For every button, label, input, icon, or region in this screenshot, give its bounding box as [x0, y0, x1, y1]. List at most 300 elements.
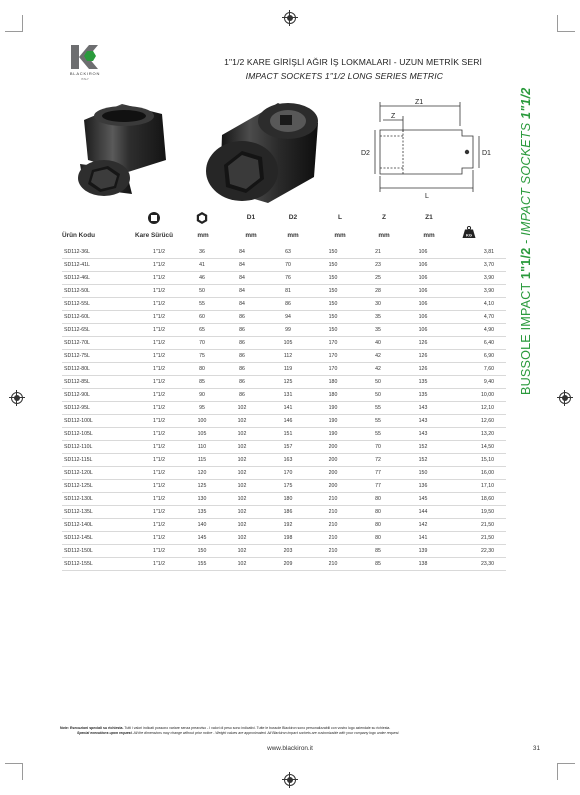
side-title-dash: - — [519, 235, 533, 248]
cell-drive: 1"1/2 — [132, 480, 186, 493]
cell-d2: 163 — [266, 454, 310, 467]
cell-z1: 106 — [400, 311, 446, 324]
cell-d1: 102 — [218, 506, 266, 519]
cell-kg: 7,60 — [446, 363, 506, 376]
cell-d1: 84 — [218, 246, 266, 259]
cell-mm: 155 — [186, 558, 218, 571]
cell-kg: 21,50 — [446, 532, 506, 545]
cell-drive: 1"1/2 — [132, 376, 186, 389]
table-row — [62, 272, 506, 285]
table-row — [62, 558, 506, 571]
cell-d2: 76 — [266, 272, 310, 285]
cell-d2: 146 — [266, 415, 310, 428]
cell-d1: 86 — [218, 337, 266, 350]
cell-z1: 106 — [400, 324, 446, 337]
cell-z1: 144 — [400, 506, 446, 519]
table-row — [62, 467, 506, 480]
table-row — [62, 545, 506, 558]
cell-mm: 105 — [186, 428, 218, 441]
cell-d2: 81 — [266, 285, 310, 298]
note-label: Note: — [60, 726, 69, 730]
cell-mm: 60 — [186, 311, 218, 324]
registration-mark-top — [284, 12, 296, 24]
cell-drive: 1"1/2 — [132, 298, 186, 311]
cell-mm: 140 — [186, 519, 218, 532]
crop-mark — [558, 763, 575, 764]
cell-z1: 106 — [400, 272, 446, 285]
table-row — [62, 350, 506, 363]
crop-mark — [22, 15, 23, 32]
table-row — [62, 324, 506, 337]
cell-l: 210 — [310, 519, 356, 532]
cell-l: 170 — [310, 337, 356, 350]
cell-d2: 180 — [266, 493, 310, 506]
cell-z: 42 — [356, 350, 400, 363]
cell-d2: 99 — [266, 324, 310, 337]
col-symbol-d2: D2 — [288, 214, 298, 221]
hexagon-icon — [196, 212, 208, 224]
label-d2: D2 — [361, 150, 370, 157]
cell-d1: 102 — [218, 415, 266, 428]
cell-l: 200 — [310, 441, 356, 454]
cell-z: 35 — [356, 324, 400, 337]
cell-kg: 4,70 — [446, 311, 506, 324]
cell-d1: 84 — [218, 298, 266, 311]
cell-d1: 102 — [218, 480, 266, 493]
cell-mm: 145 — [186, 532, 218, 545]
cell-d2: 186 — [266, 506, 310, 519]
col-header-drive: Kare Sürücü — [134, 232, 173, 239]
cell-drive: 1"1/2 — [132, 506, 186, 519]
cell-z1: 143 — [400, 402, 446, 415]
cell-kg: 12,60 — [446, 415, 506, 428]
cell-code: SD112-50L — [62, 285, 132, 298]
cell-l: 210 — [310, 493, 356, 506]
cell-z1: 138 — [400, 558, 446, 571]
cell-z: 85 — [356, 558, 400, 571]
label-d1: D1 — [482, 150, 491, 157]
cell-mm: 130 — [186, 493, 218, 506]
cell-d2: 198 — [266, 532, 310, 545]
cell-drive: 1"1/2 — [132, 532, 186, 545]
cell-kg: 3,90 — [446, 272, 506, 285]
crop-mark — [22, 763, 23, 780]
col-header-code: Ürün Kodu — [62, 232, 96, 239]
cell-l: 210 — [310, 558, 356, 571]
cell-d1: 102 — [218, 545, 266, 558]
cell-code: SD112-130L — [62, 493, 132, 506]
cell-d2: 157 — [266, 441, 310, 454]
cell-code: SD112-100L — [62, 415, 132, 428]
cell-code: SD112-80L — [62, 363, 132, 376]
table-row — [62, 480, 506, 493]
cell-z1: 136 — [400, 480, 446, 493]
col-symbol-l: L — [337, 214, 343, 221]
cell-d2: 209 — [266, 558, 310, 571]
cell-d2: 94 — [266, 311, 310, 324]
cell-d2: 170 — [266, 467, 310, 480]
cell-z1: 150 — [400, 467, 446, 480]
cell-z: 80 — [356, 519, 400, 532]
cell-z1: 126 — [400, 337, 446, 350]
cell-mm: 100 — [186, 415, 218, 428]
cell-z1: 143 — [400, 415, 446, 428]
cell-d1: 86 — [218, 311, 266, 324]
table-row — [62, 376, 506, 389]
cell-mm: 50 — [186, 285, 218, 298]
cell-d2: 105 — [266, 337, 310, 350]
cell-z1: 126 — [400, 350, 446, 363]
cell-d2: 119 — [266, 363, 310, 376]
cell-d1: 86 — [218, 363, 266, 376]
table-row — [62, 285, 506, 298]
cell-z: 55 — [356, 402, 400, 415]
cell-l: 150 — [310, 259, 356, 272]
cell-z: 77 — [356, 467, 400, 480]
weight-icon — [462, 226, 476, 238]
cell-z1: 135 — [400, 376, 446, 389]
col-header-d2: mm — [287, 232, 299, 239]
table-row — [62, 311, 506, 324]
cell-d1: 86 — [218, 389, 266, 402]
cell-z: 55 — [356, 428, 400, 441]
cell-z1: 139 — [400, 545, 446, 558]
side-title-italic: IMPACT SOCKETS — [519, 118, 533, 236]
col-header-l: mm — [334, 232, 346, 239]
cell-kg: 16,00 — [446, 467, 506, 480]
cell-code: SD112-36L — [62, 246, 132, 259]
table-row — [62, 298, 506, 311]
cell-kg: 12,10 — [446, 402, 506, 415]
cell-d1: 102 — [218, 493, 266, 506]
cell-l: 150 — [310, 246, 356, 259]
side-title-regular: BUSSOLE IMPACT — [519, 279, 533, 395]
product-photo-front — [200, 95, 324, 207]
cell-d2: 125 — [266, 376, 310, 389]
cell-code: SD112-90L — [62, 389, 132, 402]
table-row — [62, 441, 506, 454]
cell-d1: 86 — [218, 350, 266, 363]
cell-code: SD112-41L — [62, 259, 132, 272]
cell-z1: 152 — [400, 454, 446, 467]
table-row — [62, 246, 506, 259]
cell-drive: 1"1/2 — [132, 467, 186, 480]
cell-code: SD112-65L — [62, 324, 132, 337]
cell-drive: 1"1/2 — [132, 272, 186, 285]
cell-l: 210 — [310, 506, 356, 519]
cell-d1: 86 — [218, 376, 266, 389]
cell-z1: 106 — [400, 246, 446, 259]
side-title — [519, 87, 533, 395]
cell-l: 180 — [310, 389, 356, 402]
cell-l: 200 — [310, 454, 356, 467]
cell-l: 200 — [310, 480, 356, 493]
cell-z1: 142 — [400, 519, 446, 532]
blackiron-logo-icon — [71, 45, 98, 69]
note-line1: Tutti i valori indicati possono variare senza preavviso - I valori di peso sono indicativi. Tutte le bussole Blackiron sono personalizzabili con vostro logo aziendale su richiesta. — [123, 726, 391, 730]
cell-code: SD112-46L — [62, 272, 132, 285]
crop-mark — [5, 763, 22, 764]
crop-mark — [558, 31, 575, 32]
cell-mm: 95 — [186, 402, 218, 415]
cell-kg: 17,10 — [446, 480, 506, 493]
table-row — [62, 337, 506, 350]
cell-kg: 19,50 — [446, 506, 506, 519]
cell-d2: 112 — [266, 350, 310, 363]
cell-l: 210 — [310, 545, 356, 558]
cell-mm: 120 — [186, 467, 218, 480]
cell-mm: 41 — [186, 259, 218, 272]
cell-d2: 175 — [266, 480, 310, 493]
cell-drive: 1"1/2 — [132, 259, 186, 272]
cell-drive: 1"1/2 — [132, 428, 186, 441]
cell-z1: 141 — [400, 532, 446, 545]
cell-code: SD112-55L — [62, 298, 132, 311]
cell-kg: 3,90 — [446, 285, 506, 298]
cell-drive: 1"1/2 — [132, 363, 186, 376]
label-l: L — [425, 193, 429, 200]
cell-z: 30 — [356, 298, 400, 311]
cell-kg: 3,81 — [446, 246, 506, 259]
table-row — [62, 532, 506, 545]
table-row — [62, 259, 506, 272]
cell-kg: 21,50 — [446, 519, 506, 532]
cell-code: SD112-120L — [62, 467, 132, 480]
cell-l: 170 — [310, 350, 356, 363]
cell-d2: 131 — [266, 389, 310, 402]
cell-kg: 9,40 — [446, 376, 506, 389]
table-row — [62, 415, 506, 428]
cell-l: 190 — [310, 428, 356, 441]
product-photo-side — [74, 100, 170, 198]
cell-code: SD112-60L — [62, 311, 132, 324]
cell-drive: 1"1/2 — [132, 454, 186, 467]
cell-kg: 22,30 — [446, 545, 506, 558]
cell-code: SD112-70L — [62, 337, 132, 350]
crop-mark — [5, 31, 22, 32]
cell-l: 150 — [310, 324, 356, 337]
cell-d1: 102 — [218, 441, 266, 454]
cell-l: 170 — [310, 363, 356, 376]
cell-z: 80 — [356, 493, 400, 506]
cell-z: 42 — [356, 363, 400, 376]
dimension-diagram — [355, 96, 505, 204]
data-table — [62, 246, 506, 571]
label-z1: Z1 — [415, 99, 424, 106]
cell-code: SD112-135L — [62, 506, 132, 519]
cell-kg: 6,90 — [446, 350, 506, 363]
cell-mm: 65 — [186, 324, 218, 337]
cell-z1: 106 — [400, 298, 446, 311]
table-row — [62, 389, 506, 402]
cell-d1: 102 — [218, 532, 266, 545]
page-title-en: IMPACT SOCKETS 1"1/2 LONG SERIES METRIC — [245, 71, 443, 81]
cell-mm: 150 — [186, 545, 218, 558]
cell-drive: 1"1/2 — [132, 519, 186, 532]
cell-drive: 1"1/2 — [132, 246, 186, 259]
cell-mm: 36 — [186, 246, 218, 259]
cell-z1: 135 — [400, 389, 446, 402]
cell-kg: 10,00 — [446, 389, 506, 402]
cell-kg: 18,60 — [446, 493, 506, 506]
cell-z: 70 — [356, 441, 400, 454]
cell-mm: 125 — [186, 480, 218, 493]
cell-d1: 102 — [218, 558, 266, 571]
weight-icon-label: KG — [466, 232, 472, 238]
cell-code: SD112-75L — [62, 350, 132, 363]
cell-d2: 192 — [266, 519, 310, 532]
table-row — [62, 493, 506, 506]
registration-mark-left — [11, 392, 23, 404]
cell-d1: 84 — [218, 259, 266, 272]
cell-code: SD112-105L — [62, 428, 132, 441]
cell-z: 85 — [356, 545, 400, 558]
col-header-z: mm — [378, 232, 390, 239]
cell-drive: 1"1/2 — [132, 402, 186, 415]
cell-d1: 84 — [218, 285, 266, 298]
cell-drive: 1"1/2 — [132, 493, 186, 506]
footnote — [60, 726, 522, 736]
cell-mm: 115 — [186, 454, 218, 467]
registration-mark-bottom — [284, 774, 296, 786]
cell-code: SD112-95L — [62, 402, 132, 415]
cell-code: SD112-115L — [62, 454, 132, 467]
cell-d1: 102 — [218, 428, 266, 441]
cell-l: 190 — [310, 415, 356, 428]
brand-tagline: ITALY — [81, 77, 89, 81]
brand-name: BLACKIRON — [69, 71, 101, 76]
table-row — [62, 363, 506, 376]
cell-z1: 143 — [400, 428, 446, 441]
cell-z: 50 — [356, 389, 400, 402]
cell-mm: 70 — [186, 337, 218, 350]
cell-z: 35 — [356, 311, 400, 324]
cell-z1: 152 — [400, 441, 446, 454]
cell-kg: 14,50 — [446, 441, 506, 454]
cell-code: SD112-110L — [62, 441, 132, 454]
cell-code: SD112-150L — [62, 545, 132, 558]
cell-l: 150 — [310, 285, 356, 298]
side-title-size-1: 1"1/2 — [519, 247, 533, 280]
cell-z: 50 — [356, 376, 400, 389]
cell-z: 25 — [356, 272, 400, 285]
note-line2: All the dimensions may change without prior notice - Weight values are approximated. All Blackiron impact sockets are customizable with your company logo under request. — [132, 731, 400, 735]
crop-mark — [557, 763, 558, 780]
cell-z1: 106 — [400, 285, 446, 298]
cell-z: 80 — [356, 532, 400, 545]
cell-l: 150 — [310, 298, 356, 311]
cell-kg: 3,70 — [446, 259, 506, 272]
cell-d2: 151 — [266, 428, 310, 441]
col-symbol-z: Z — [381, 214, 387, 221]
cell-mm: 46 — [186, 272, 218, 285]
cell-z1: 126 — [400, 363, 446, 376]
cell-z1: 106 — [400, 259, 446, 272]
cell-kg: 4,90 — [446, 324, 506, 337]
cell-z: 80 — [356, 506, 400, 519]
table-row — [62, 454, 506, 467]
cell-mm: 55 — [186, 298, 218, 311]
cell-drive: 1"1/2 — [132, 545, 186, 558]
cell-d2: 63 — [266, 246, 310, 259]
cell-code: SD112-125L — [62, 480, 132, 493]
crop-mark — [557, 15, 558, 32]
col-symbol-z1: Z1 — [425, 214, 433, 221]
cell-drive: 1"1/2 — [132, 324, 186, 337]
cell-mm: 85 — [186, 376, 218, 389]
cell-z: 21 — [356, 246, 400, 259]
cell-l: 210 — [310, 532, 356, 545]
note-line1-bold: Esecuzioni speciali su richiesta. — [69, 726, 124, 730]
cell-d2: 86 — [266, 298, 310, 311]
cell-kg: 15,10 — [446, 454, 506, 467]
cell-d1: 102 — [218, 467, 266, 480]
page-title-tr: 1"1/2 KARE GİRİŞLİ AĞIR İŞ LOKMALARI - UZUN METRİK SERİ — [224, 57, 482, 67]
cell-drive: 1"1/2 — [132, 389, 186, 402]
col-header-d1: mm — [245, 232, 257, 239]
cell-d1: 102 — [218, 519, 266, 532]
cell-mm: 75 — [186, 350, 218, 363]
cell-d2: 141 — [266, 402, 310, 415]
cell-d1: 102 — [218, 402, 266, 415]
cell-drive: 1"1/2 — [132, 415, 186, 428]
cell-mm: 80 — [186, 363, 218, 376]
cell-code: SD112-155L — [62, 558, 132, 571]
cell-d1: 84 — [218, 272, 266, 285]
cell-kg: 23,30 — [446, 558, 506, 571]
col-header-mm: mm — [197, 232, 209, 239]
cell-d2: 203 — [266, 545, 310, 558]
cell-l: 150 — [310, 272, 356, 285]
cell-z: 55 — [356, 415, 400, 428]
cell-mm: 90 — [186, 389, 218, 402]
cell-kg: 13,20 — [446, 428, 506, 441]
square-drive-icon — [148, 212, 160, 224]
cell-z: 23 — [356, 259, 400, 272]
cell-d1: 86 — [218, 324, 266, 337]
cell-drive: 1"1/2 — [132, 337, 186, 350]
page-number: 31 — [532, 745, 540, 752]
side-title-size-2: 1"1/2 — [519, 87, 533, 119]
cell-z: 77 — [356, 480, 400, 493]
cell-kg: 6,40 — [446, 337, 506, 350]
cell-l: 180 — [310, 376, 356, 389]
cell-drive: 1"1/2 — [132, 285, 186, 298]
footer-website: www.blackiron.it — [267, 745, 313, 752]
col-symbol-d1: D1 — [246, 214, 256, 221]
registration-mark-right — [559, 392, 571, 404]
col-header-z1: mm — [423, 232, 435, 239]
cell-mm: 135 — [186, 506, 218, 519]
cell-drive: 1"1/2 — [132, 350, 186, 363]
cell-z: 40 — [356, 337, 400, 350]
cell-kg: 4,10 — [446, 298, 506, 311]
table-row — [62, 428, 506, 441]
cell-z: 72 — [356, 454, 400, 467]
cell-drive: 1"1/2 — [132, 558, 186, 571]
cell-code: SD112-140L — [62, 519, 132, 532]
cell-l: 190 — [310, 402, 356, 415]
cell-d1: 102 — [218, 454, 266, 467]
cell-drive: 1"1/2 — [132, 311, 186, 324]
cell-l: 150 — [310, 311, 356, 324]
table-row — [62, 506, 506, 519]
cell-d2: 70 — [266, 259, 310, 272]
cell-l: 200 — [310, 467, 356, 480]
cell-z: 28 — [356, 285, 400, 298]
cell-z1: 145 — [400, 493, 446, 506]
label-z: Z — [391, 113, 396, 120]
